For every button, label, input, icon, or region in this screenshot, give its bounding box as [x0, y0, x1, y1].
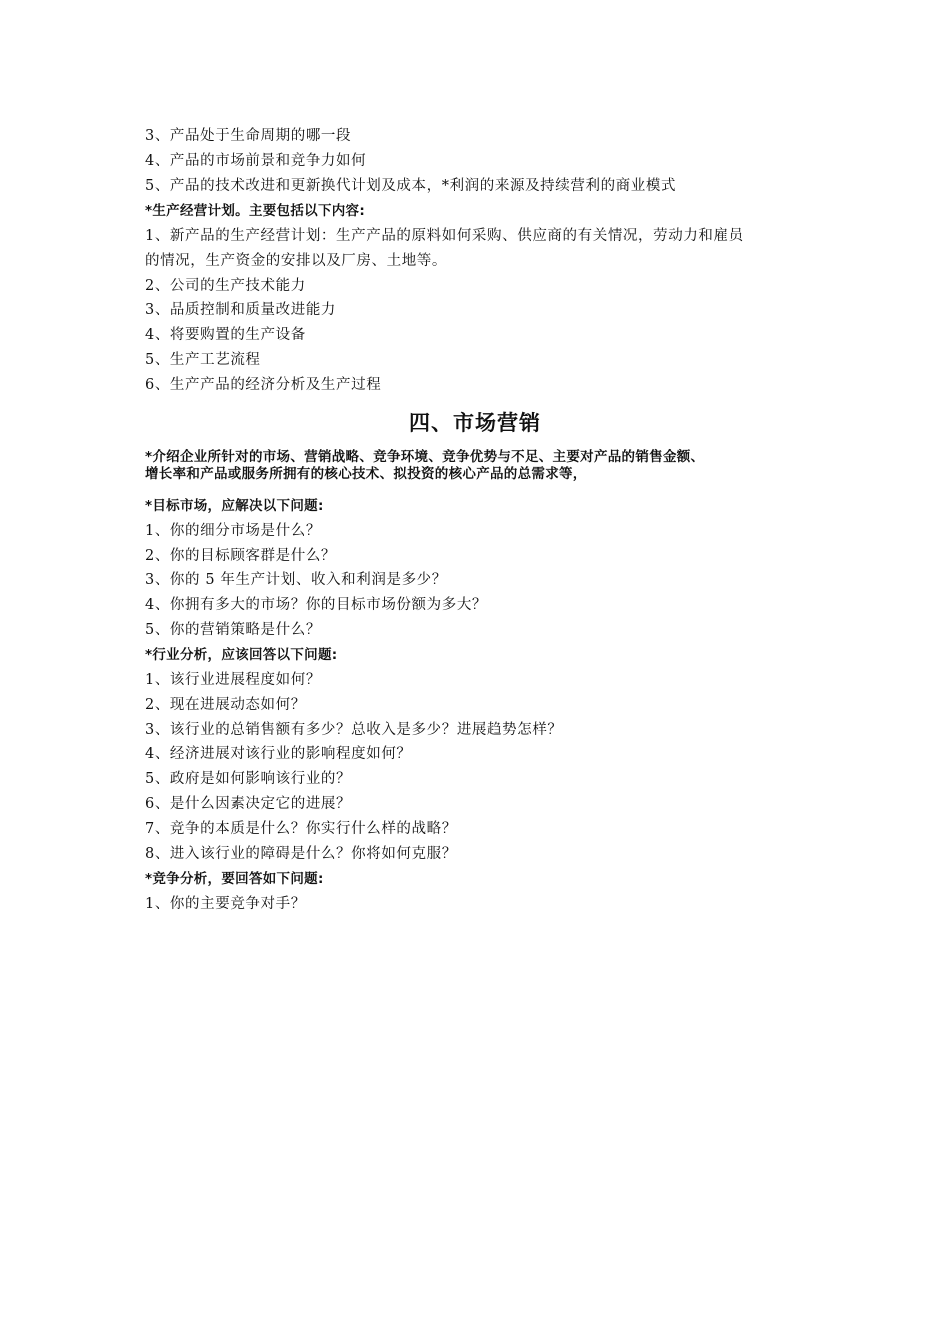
- competition-analysis-title: *竞争分析，要回答如下问题:: [145, 871, 324, 887]
- list-item: 4、产品的市场前景和竞争力如何: [145, 153, 367, 169]
- list-item: 3、产品处于生命周期的哪一段: [145, 128, 352, 144]
- list-item: 2、公司的生产技术能力: [145, 278, 306, 294]
- list-item: 3、你的 5 年生产计划、收入和利润是多少？: [145, 572, 447, 588]
- list-item: 4、经济进展对该行业的影响程度如何？: [145, 746, 412, 762]
- list-item: 3、品质控制和质量改进能力: [145, 302, 337, 318]
- list-item: 3、该行业的总销售额有多少？总收入是多少？进展趋势怎样？: [145, 722, 563, 738]
- production-plan-title: *生产经营计划。主要包括以下内容:: [145, 203, 366, 219]
- list-item: 1、你的主要竞争对手？: [145, 896, 306, 912]
- list-item: 8、进入该行业的障碍是什么？你将如何克服？: [145, 846, 457, 862]
- target-market-title: *目标市场，应解决以下问题:: [145, 498, 324, 514]
- list-item: 1、你的细分市场是什么？: [145, 523, 321, 539]
- list-item: 6、生产产品的经济分析及生产过程: [145, 377, 382, 393]
- list-item: 4、你拥有多大的市场？你的目标市场份额为多大？: [145, 597, 488, 613]
- list-item: 5、你的营销策略是什么？: [145, 622, 321, 638]
- list-item-continuation: 的情况，生产资金的安排以及厂房、土地等。: [145, 253, 447, 269]
- list-item: 1、新产品的生产经营计划：生产产品的原料如何采购、供应商的有关情况，劳动力和雇员: [145, 228, 744, 244]
- list-item: 6、是什么因素决定它的进展？: [145, 796, 352, 812]
- list-item: 7、竞争的本质是什么？你实行什么样的战略？: [145, 821, 457, 837]
- list-item: 4、将要购置的生产设备: [145, 327, 306, 343]
- intro-line: *介绍企业所针对的市场、营销战略、竞争环境、竞争优势与不足、主要对产品的销售金额、: [145, 449, 705, 465]
- list-item: 5、产品的技术改进和更新换代计划及成本，*利润的来源及持续营利的商业模式: [145, 178, 677, 194]
- list-item: 2、你的目标顾客群是什么？: [145, 548, 337, 564]
- intro-line: 增长率和产品或服务所拥有的核心技术、拟投资的核心产品的总需求等，: [145, 466, 587, 482]
- section-heading: 四、市场营销: [409, 411, 541, 435]
- industry-analysis-title: *行业分析，应该回答以下问题:: [145, 647, 338, 663]
- list-item: 5、政府是如何影响该行业的？: [145, 771, 352, 787]
- list-item: 5、生产工艺流程: [145, 352, 261, 368]
- list-item: 1、该行业进展程度如何？: [145, 672, 321, 688]
- list-item: 2、现在进展动态如何？: [145, 697, 306, 713]
